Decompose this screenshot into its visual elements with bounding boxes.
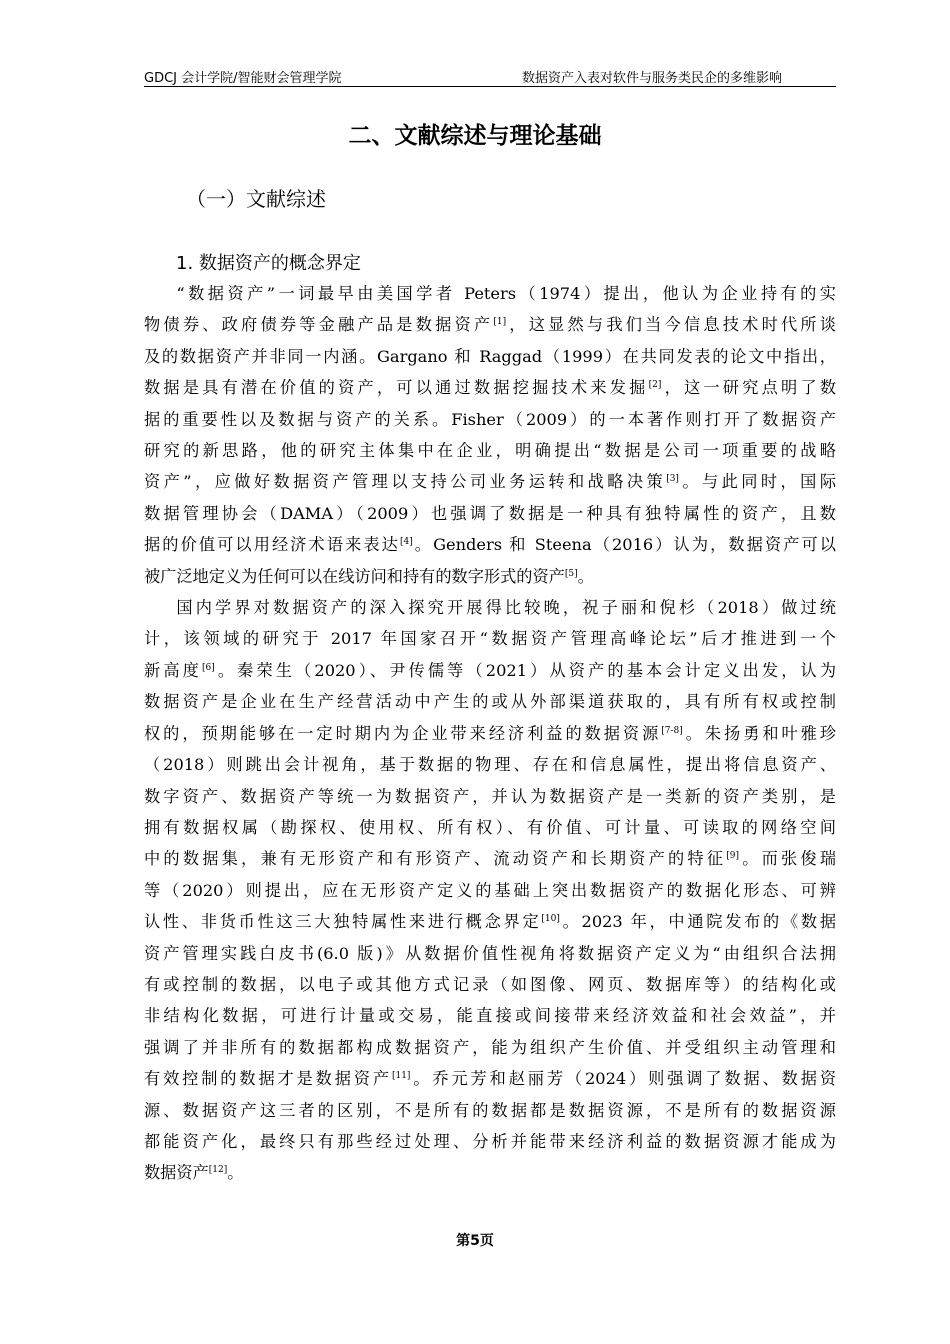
text-line (144, 592, 836, 623)
text-segment: 。2023 年，中通院发布的《数据 (559, 912, 837, 932)
text-segment: 都能资产化，最终只有那些经过处理、分析并能带来经济利益的数据资源才能成为 (144, 1131, 836, 1151)
text-line (144, 623, 836, 654)
text-segment: 据的价值可以用经济术语来表达 (144, 535, 400, 555)
text-segment: 强调了并非所有的数据都构成数据资产，能为组织产生价值、并受组织主动管理和 (144, 1037, 836, 1057)
citation-ref: [1] (493, 317, 507, 328)
text-line (144, 781, 836, 812)
text-segment: （2018）则跳出会计视角，基于数据的物理、存在和信息属性，提出将信息资产、 (144, 755, 836, 775)
text-line (144, 718, 836, 749)
text-line (144, 1000, 836, 1031)
text-segment: 及的数据资产并非同一内涵。Gargano 和 Raggad（1999）在共同发表的论文中指出， (144, 346, 836, 366)
text-segment: 研究的新思路，他的研究主体集中在企业，明确提出“数据是公司一项重要的战略 (144, 441, 836, 461)
text-segment: ，这显然与我们当今信息技术时代所谈 (506, 315, 836, 335)
text-line (144, 561, 836, 592)
text-segment: 权的，预期能够在一定时期内为企业带来经济利益的数据资源 (144, 723, 662, 743)
citation-ref: [9] (726, 851, 739, 862)
text-segment: 拥有数据权属（勘探权、使用权、所有权）、有价值、可计量、可读取的网络空间 (144, 817, 836, 837)
text-segment: ，这一研究点明了数 (661, 378, 837, 398)
text-segment: 。朱扬勇和叶雅珍 (682, 723, 837, 743)
text-segment: “数据资产”一词最早由美国学者 Peters（1974）提出，他认为企业持有的实 (176, 284, 836, 303)
text-segment: 新高度 (144, 660, 202, 680)
chapter-title: 二、文献综述与理论基础 (348, 123, 602, 149)
paragraph-1 (144, 278, 836, 592)
page-number: 第5页 (456, 1233, 494, 1249)
citation-ref: [12] (208, 1165, 228, 1176)
text-segment: 认性、非货币性这三大独特属性来进行概念界定 (144, 912, 542, 932)
paragraph-2 (144, 592, 836, 1189)
text-segment: 非结构化数据，可进行计量或交易，能直接或间接带来经济效益和社会效益”，并 (144, 1006, 836, 1026)
text-line (144, 1157, 836, 1188)
text-line (144, 529, 836, 560)
body-text (144, 278, 836, 1189)
running-header (144, 66, 836, 87)
subsection-title: 1. 数据资产的概念界定 (176, 253, 361, 274)
text-line (144, 435, 836, 466)
section-title: （一）文献综述 (186, 187, 326, 211)
text-line (144, 1126, 836, 1157)
text-segment: 数据资产 (144, 1163, 209, 1183)
text-segment: 源、数据资产这三者的区别，不是所有的数据都是数据资源，不是所有的数据资源 (144, 1100, 836, 1120)
text-line (144, 466, 836, 497)
text-segment: 有或控制的数据，以电子或其他方式记录（如图像、网页、数据库等）的结构化或 (144, 974, 836, 994)
text-segment: 。秦荣生（2020）、尹传儒等（2021）从资产的基本会计定义出发，认为 (214, 660, 837, 680)
text-line (144, 843, 836, 874)
text-line (144, 906, 836, 937)
text-line (144, 278, 836, 309)
text-segment: 数据资产是企业在生产经营活动中产生的或从外部渠道获取的，具有所有权或控制 (144, 692, 836, 712)
header-left-text: GDCJ 会计学院/智能财会管理学院 (144, 71, 342, 86)
text-segment: 。与此同时，国际 (678, 472, 837, 492)
text-segment: 中的数据集，兼有无形资产和有形资产、流动资产和长期资产的特征 (144, 849, 727, 869)
text-line (144, 875, 836, 906)
text-line (144, 1032, 836, 1063)
text-segment: 数字资产、数据资产等统一为数据资产，并认为数据资产是一类新的资产类别，是 (144, 786, 836, 806)
text-segment: 。 (227, 1163, 244, 1183)
header-right-text: 数据资产入表对软件与服务类民企的多维影响 (521, 71, 782, 86)
text-segment: 国内学界对数据资产的深入探究开展得比较晚，祝子丽和倪杉（2018）做过统 (176, 598, 836, 618)
text-segment: 资产”，应做好数据资产管理以支持公司业务运转和战略决策 (144, 472, 667, 492)
text-line (144, 749, 836, 780)
text-line (144, 812, 836, 843)
citation-ref: [3] (666, 474, 679, 485)
text-segment: 数据管理协会（DAMA）（2009）也强调了数据是一种具有独特属性的资产，且数 (144, 503, 836, 523)
text-line (144, 938, 836, 969)
text-line (144, 655, 836, 686)
text-segment: 计，该领域的研究于 2017 年国家召开“数据资产管理高峰论坛”后才推进到一个 (144, 629, 836, 649)
text-line (144, 1095, 836, 1126)
citation-ref: [4] (399, 537, 413, 548)
text-segment: 物债券、政府债券等金融产品是数据资产 (144, 315, 494, 335)
citation-ref: [7-8] (661, 725, 683, 736)
citation-ref: [5] (564, 568, 578, 579)
text-segment: 。乔元芳和赵丽芳（2024）则强调了数据、数据资 (410, 1069, 837, 1089)
text-segment: 。 (577, 566, 594, 586)
text-segment: 资产管理实践白皮书(6.0 版)》从数据价值性视角将数据资产定义为“由组织合法拥 (144, 943, 836, 963)
text-segment: 。而张俊瑞 (738, 849, 837, 869)
text-line (144, 309, 836, 340)
text-segment: 被广泛地定义为任何可以在线访问和持有的数字形式的资产 (144, 566, 565, 586)
text-segment: 。Genders 和 Steena（2016）认为，数据资产可以 (412, 535, 836, 555)
text-segment: 有效控制的数据才是数据资产 (144, 1069, 392, 1089)
text-line (144, 404, 836, 435)
citation-ref: [11] (391, 1071, 411, 1082)
text-line (144, 969, 836, 1000)
text-line (144, 372, 836, 403)
text-segment: 数据是具有潜在价值的资产，可以通过数据挖掘技术来发掘 (144, 378, 649, 398)
text-segment: 据的重要性以及数据与资产的关系。Fisher（2009）的一本著作则打开了数据资产 (144, 409, 836, 429)
text-line (144, 1063, 836, 1094)
text-line (144, 686, 836, 717)
text-segment: 等（2020）则提出，应在无形资产定义的基础上突出数据资产的数据化形态、可辨 (144, 880, 836, 900)
text-line (144, 498, 836, 529)
text-line (144, 341, 836, 372)
citation-ref: [10] (541, 914, 560, 925)
citation-ref: [2] (648, 380, 662, 391)
citation-ref: [6] (201, 662, 215, 673)
